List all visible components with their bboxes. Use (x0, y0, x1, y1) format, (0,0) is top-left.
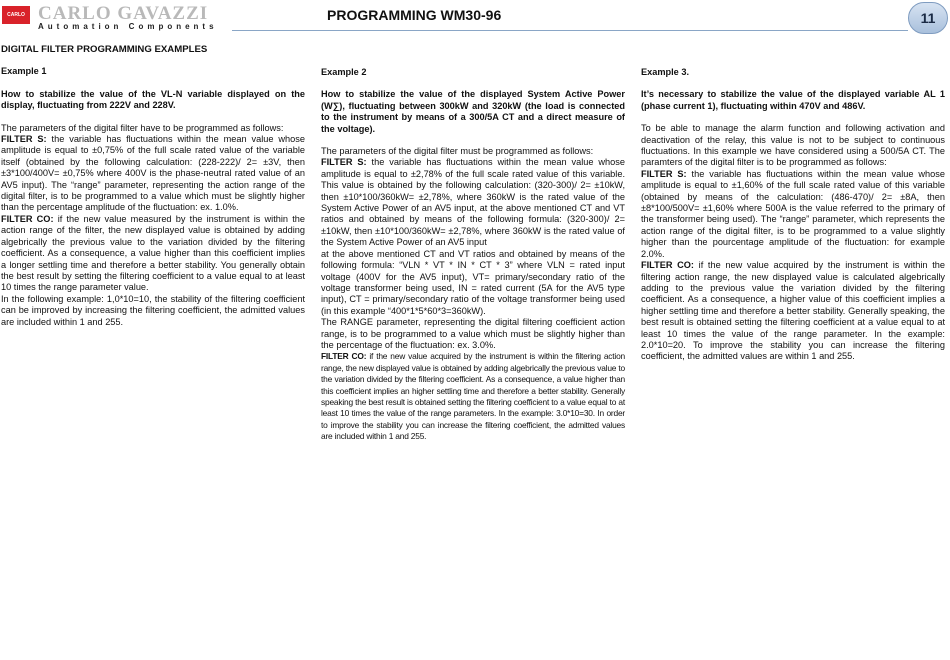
filter-s-label: FILTER S: (641, 168, 687, 179)
filter-co-paragraph (321, 351, 625, 442)
filter-s-text: the variable has fluctuations within the mean value whose amplitude is equal to ±2,78% of the full scale rated value of this variable. This value is obtained by the following calculation: (320-300)/ 2= ±10kW, then ±10*100/360kW= ±2,78%, where 360kW is the rated value of the System Active Power of an AV5 input, at the above mentioned CT and VT ratios and obtained by means of the following formula: (320-300)/ 2= ±10kW, then ±10*100/360kW= ±2,78%, where 360kW is the rated value of the System Active Power of an AV5 input (321, 157, 625, 248)
filter-co-text: if the new value measured by the instrument is within the action range of the filter, the new displayed value is obtained by adding algebrically the previous value to the variation divided by the filtering coefficient. As a consequence, a value higher than this coefficient implies a longer settling time and therefore a better stability. You generally obtain the best result by setting the filtering coefficient to a value equal to at least 10 times the range parameter value. (1, 213, 305, 293)
header-rule (232, 30, 908, 31)
brand-tagline: Automation Components (38, 22, 218, 31)
brand-name: CARLO GAVAZZI (38, 3, 209, 24)
example-question: How to stabilize the value of the displayed System Active Power (W∑), fluctuating between 300kW and 320kW (the load is connected to the instrument by means of a 300/5A CT and a direct measure of the voltage). (321, 89, 625, 134)
example-label: Example 2 (321, 67, 367, 77)
filter-s-label: FILTER S: (321, 157, 367, 168)
example-question: How to stabilize the value of the VL-N variable displayed on the display, fluctuating from 222V and 228V. (1, 88, 305, 111)
filter-co-label: FILTER CO: (321, 351, 367, 362)
closing-text: In the following example: 1,0*10=10, the stability of the filtering coefficient can be improved by increasing the filtering coefficient, the admitted values are included within 1 and 255. (1, 293, 305, 327)
document-title: PROGRAMMING WM30-96 (327, 7, 502, 23)
column-example-1 (1, 44, 305, 328)
example-label: Example 1 (1, 66, 47, 77)
section-title: DIGITAL FILTER PROGRAMMING EXAMPLES (1, 44, 208, 55)
filter-s-label: FILTER S: (1, 134, 47, 145)
example-label: Example 3. (641, 67, 690, 77)
logo-text: CARLO GAVAZZI (5, 12, 27, 36)
column-example-3 (641, 67, 945, 363)
filter-co-label: FILTER CO: (641, 260, 694, 271)
intro-text: The parameters of the digital filter must be programmed as follows: (321, 146, 594, 157)
filter-co-text: if the new value acquired by the instrument is within the filtering action range, the new displayed value is calculated algebrically adding to the previous value the variation divided by the filtering coefficient. As a consequence, a higher value of this coefficient implies a higher settling time and therefore a better stability. Generally speaking, the best result is obtained setting the filtering coefficient at a value equal to at least 10 times the value of the range parameter. In the example: 2.0*10=20. To improve the stability you can increase the filtering coefficient, the admitted values are within 1 and 255. (641, 260, 945, 362)
page-number-badge: 11 (908, 2, 948, 34)
column-example-2 (321, 67, 625, 443)
intro-text: To be able to manage the alarm function and following activation and deactivation of the relay, this value is not to be subject to continuous fluctuations. In this example we have considered using a 500/5A CT. The paramters of the digital filter is to be programmed as follows: (641, 123, 945, 168)
intro-text: The parameters of the digital filter have to be programmed as follows: (1, 122, 284, 133)
filter-co-paragraph (641, 260, 945, 363)
filter-s-paragraph (1, 134, 305, 214)
company-logo (2, 6, 30, 36)
page-header (0, 0, 950, 36)
filter-s-paragraph (321, 157, 625, 248)
filter-s-text: the variable has fluctuations within the mean value whose amplitude is equal to ±1,60% of the full scale rated value of this variable (obtained by means of the calculation: (486-470)/ 2= ±8A, then ±8*100/500V= ±1,60% where 500A is the value referred to the primary of the transformer being used). The “range” parameter, which represents the action range of the digital filter, is to be programmed to a value slightly higher than the pourcentage amplitude of the fluctuation: for example 2.0%. (641, 168, 945, 259)
filter-s-paragraph (641, 169, 945, 260)
filter-co-text: if the new value acquired by the instrument is within the filtering action range, the new displayed value is obtained by adding algebrically the previous value to the variation divided by the filtering coefficient. As a consequence, a value higher than this coefficient implies an higher settling time and therefore a better stability. Generally speaking the best result is obtained setting the filtering coefficient to a value equal to at least 10 times the value of the range parameters. In the example: 3.0*10=30. In order to improve the stability you can increase the filtering coefficient, the admitted values are included within 1 and 255. (321, 351, 625, 442)
filter-co-paragraph (1, 214, 305, 294)
range-text: The RANGE parameter, representing the digital filtering coefficient action range, is to be programmed to a value which must be slightly higher than the percentage of the fluctuation: ex. 3.0%. (321, 317, 625, 350)
formula-text: at the above mentioned CT and VT ratios and obtained by means of the following formula: “VLN * VT * IN * CT * 3” where VLN = rated input voltage (400V for the AV5 input), VT= primary/secondary ratio of the voltage transformer being used, IN = rated current (5A for the AV5 type input), CT = primary/secondary ratio of the voltage transformer being used (in this example “400*1*5*60*3=360kW). (321, 248, 625, 316)
example-question: It’s necessary to stabilize the value of the displayed variable AL 1 (phase current 1), fluctuating within 470V and 486V. (641, 89, 945, 111)
filter-co-label: FILTER CO: (1, 213, 54, 224)
filter-s-text: the variable has fluctuations within the mean value whose amplitude is equal to ±0,75% of the full scale rated value of the variable itself (obtained by the following calculation: (228-222)/ 2= ±3V, then ±3*100/400V= ±0,75% where 400V is the phase-neutral rated value of an AV5 input). The “range” parameter, representing the action range of the digital filter, is to be programmed to a value which must be slightly higher than the percentage amplitude of the fluctuation: ex. 1.0%. (1, 134, 305, 213)
